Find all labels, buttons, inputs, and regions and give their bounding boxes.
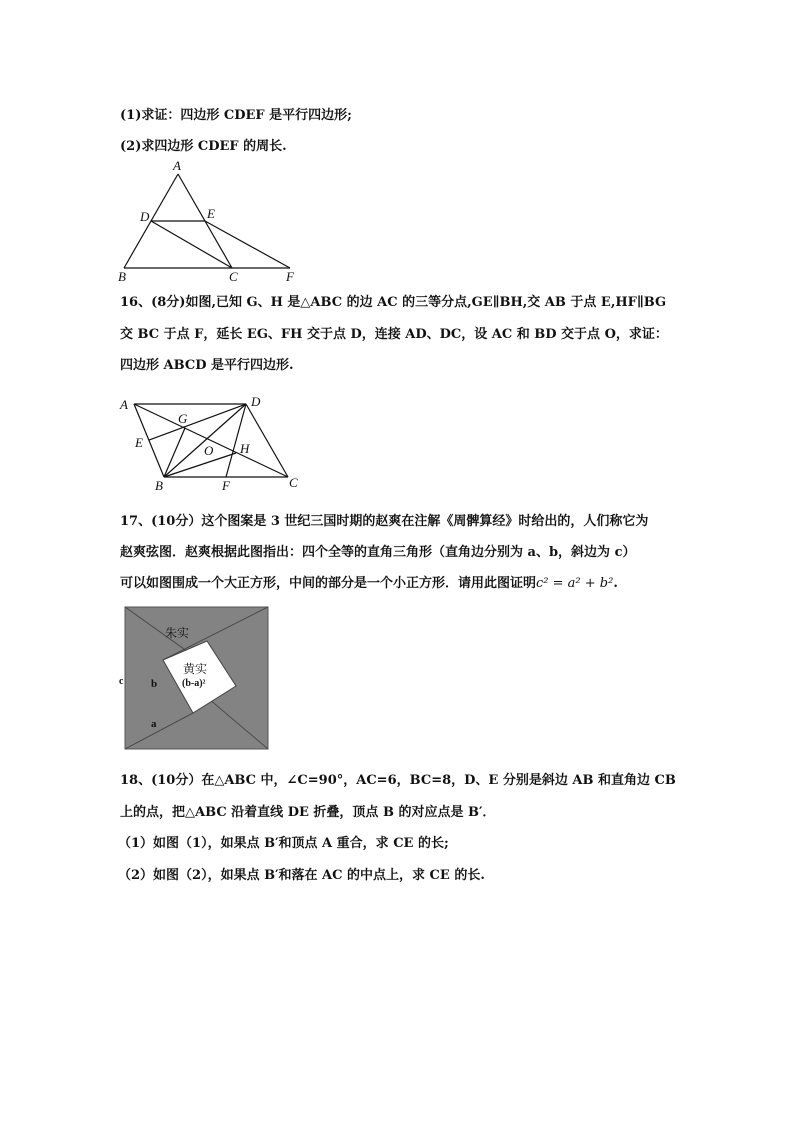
label-C: C [289, 475, 298, 490]
label-c: c [119, 676, 124, 687]
label-F: F [222, 478, 230, 492]
label-F: F [286, 269, 294, 284]
huang-shi-label: 黄实 [183, 662, 208, 676]
label-B: B [118, 269, 126, 284]
label-a: a [151, 718, 157, 730]
q18-part1: （1）如图（1），如果点 B′和顶点 A 重合，求 CE 的长; [118, 836, 449, 851]
label-E: E [207, 206, 215, 221]
q18-part2: （2）如图（2），如果点 B′和落在 AC 的中点上，求 CE 的长. [118, 868, 485, 883]
q17-line3-text: 可以如图围成一个大正方形，中间的部分是一个小正方形．请用此图证明 [120, 576, 537, 591]
q15-triangle-figure [110, 155, 310, 287]
q15-part2: (2)求四边形 CDEF 的周长. [120, 139, 287, 154]
q16-line1: 16、(8分)如图,已知 G、H 是△ABC 的边 AC 的三等分点,GE∥BH,交 AB 于点 E,HF∥BG [120, 295, 667, 310]
zhao-shuang-figure [115, 604, 275, 754]
zhu-shi-label: 朱实 [165, 626, 190, 640]
q17-line2: 赵爽弦图．赵爽根据此图指出：四个全等的直角三角形（直角边分别为 a、b，斜边为 c） [120, 545, 636, 560]
q17-line1: 17、(10分）这个图案是 3 世纪三国时期的赵爽在注解《周髀算经》时给出的，人们称它为 [120, 514, 649, 529]
label-B: B [155, 478, 163, 492]
label-E: E [135, 435, 143, 450]
label-H: H [240, 441, 250, 456]
pythagorean-formula: c² = a² + b² [536, 576, 614, 591]
label-O: O [204, 443, 214, 458]
q17-line3-end: . [613, 576, 618, 591]
label-b: b [151, 678, 158, 690]
label-D: D [140, 209, 150, 224]
huang-shi-formula: (b-a)² [182, 678, 206, 689]
q16-line2: 交 BC 于点 F，延长 EG、FH 交于点 D，连接 AD、DC，设 AC 和 BD 交于点 O，求证： [120, 327, 668, 342]
label-C: C [229, 269, 238, 284]
q18-line1: 18、(10分）在△ABC 中，∠C=90°，AC=6，BC=8，D、E 分别是斜边 AB 和直角边 CB [120, 773, 676, 788]
q18-line2: 上的点，把△ABC 沿着直线 DE 折叠，顶点 B 的对应点是 B′． [120, 805, 496, 820]
q16-parallelogram-figure [115, 390, 305, 492]
q17-line3 [120, 572, 618, 591]
q16-line3: 四边形 ABCD 是平行四边形. [120, 358, 294, 373]
label-A: A [120, 397, 128, 412]
label-G: G [178, 411, 188, 426]
label-A: A [173, 158, 181, 173]
label-D: D [251, 394, 261, 409]
q15-part1: (1)求证：四边形 CDEF 是平行四边形; [120, 108, 352, 123]
